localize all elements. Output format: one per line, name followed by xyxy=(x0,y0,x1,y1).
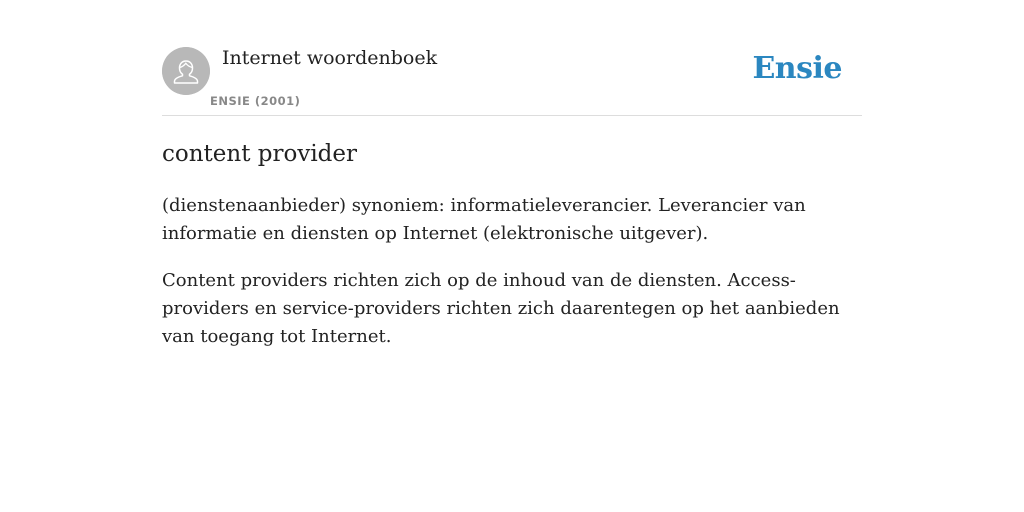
source-title[interactable]: Internet woordenboek xyxy=(222,47,438,69)
entry-title: content provider xyxy=(162,141,358,167)
definition-paragraph: Content providers richten zich op de inhoud van de diensten. Access-providers en service-providers richten zich daarentegen op het aanbieden van toegang tot Internet. xyxy=(162,270,840,347)
source-meta: ENSIE (2001) xyxy=(210,94,301,108)
ensie-logo[interactable]: Ensie xyxy=(752,51,842,86)
definition-body xyxy=(162,192,862,370)
user-icon xyxy=(162,47,210,95)
page-container xyxy=(162,0,862,347)
source-header xyxy=(162,0,862,116)
definition-paragraph: (dienstenaanbieder) synoniem: informatieleverancier. Leverancier van informatie en diensten op Internet (elektronische uitgever). xyxy=(162,195,806,244)
